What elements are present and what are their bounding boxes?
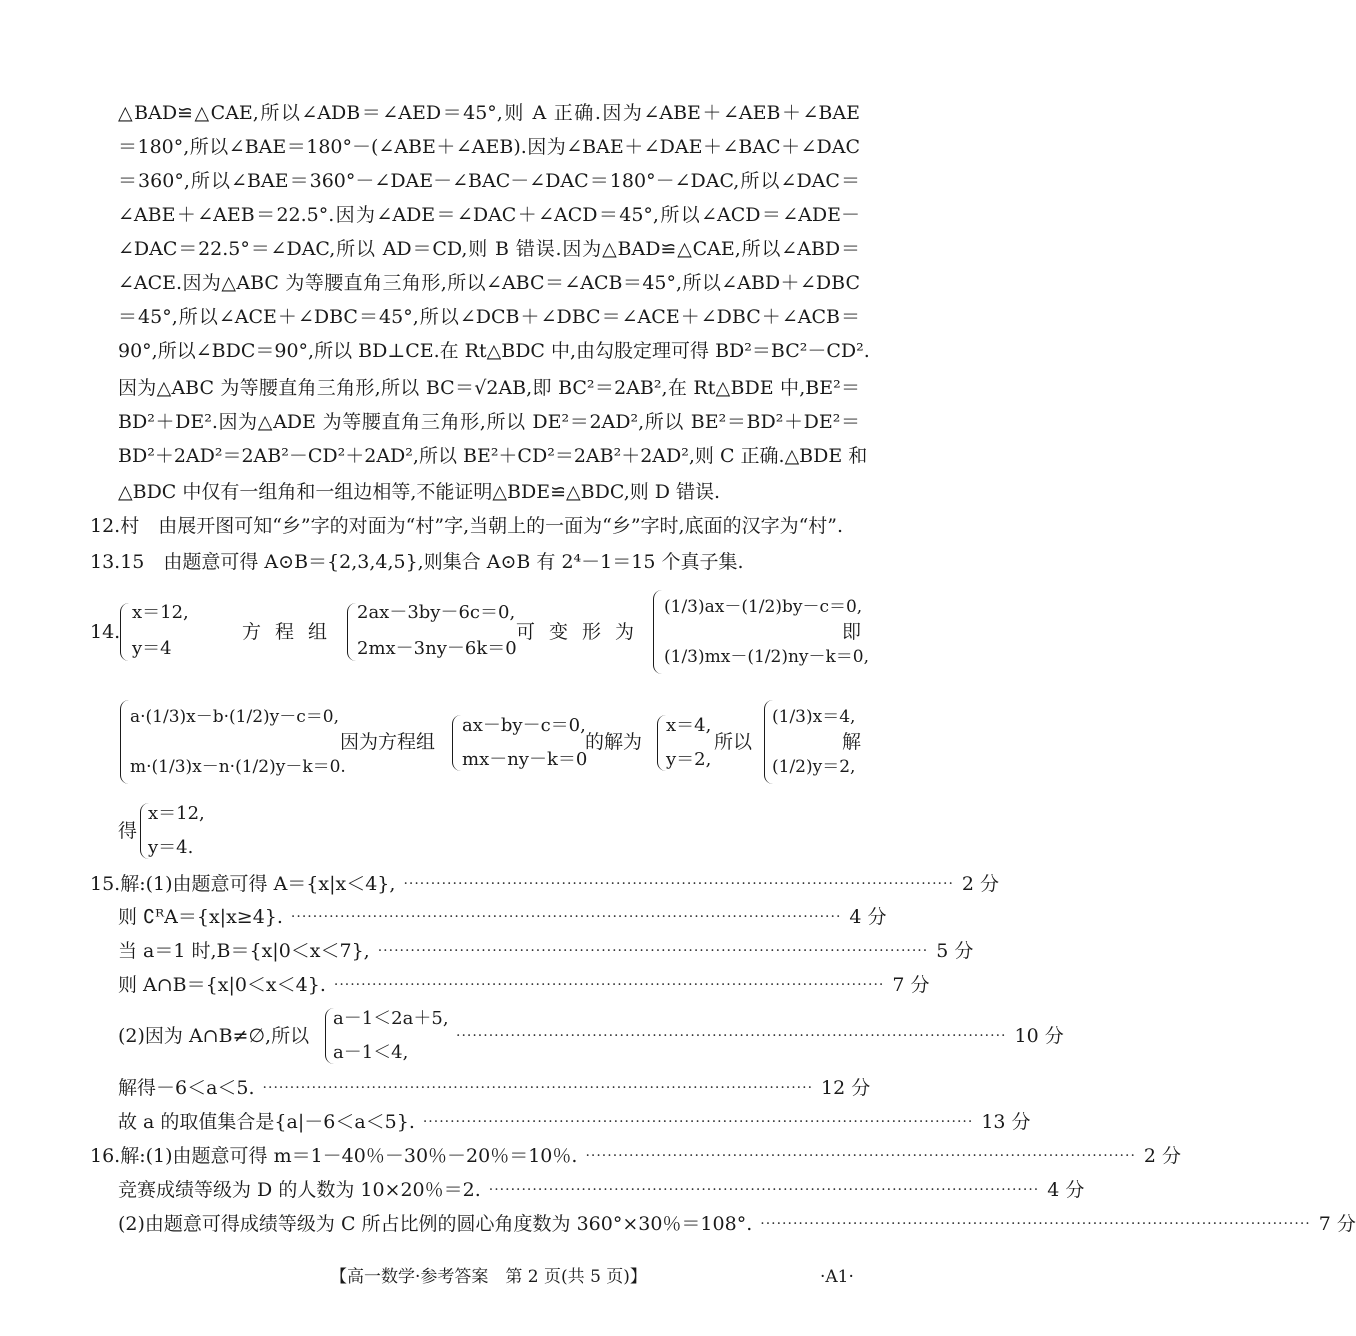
q14-text-solution: 的解为 [585, 731, 643, 753]
q11-line-5: ∠DAC＝22.5°＝∠DAC,所以 AD＝CD,则 B 错误.因为△BAD≌△CAE,所以∠ABD＝ [118, 238, 860, 260]
q16-step-1-text: 16.解:(1)由题意可得 m＝1－40％－30％－20％＝10％. [90, 1145, 578, 1167]
q15-step-3 [118, 934, 974, 968]
q14-text-because: 因为方程组 [340, 731, 436, 753]
q16-step-2 [118, 1173, 1085, 1207]
q15-step-5-ineq2: a－1＜4, [333, 1042, 409, 1063]
q15-step-5-leader: ····································································································· [456, 1028, 1007, 1044]
q15-step-7 [118, 1105, 1031, 1139]
q15-step-6 [118, 1071, 871, 1105]
q16-step-3-text: (2)由题意可得成绩等级为 C 所占比例的圆心角度数为 360°×30％＝108°. [118, 1213, 753, 1235]
q11-line-3: ＝360°,所以∠BAE＝360°－∠DAE－∠BAC－∠DAC＝180°－∠DAC,所以∠DAC＝ [118, 170, 860, 192]
q14-system6-eq1: (1/3)x＝4, [772, 707, 856, 727]
q11-line-4: ∠ABE＋∠AEB＝22.5°.因为∠ADE＝∠DAC＋∠ACD＝45°,所以∠ACD＝∠ADE－ [118, 204, 860, 226]
q14-number: 14. [90, 621, 121, 643]
q14-system2-eq2: (1/3)mx－(1/2)ny－k＝0, [664, 647, 870, 667]
q16-step-3-score: 7 分 [1318, 1213, 1356, 1235]
q14-answer-brace [120, 603, 129, 661]
q11-line-6: ∠ACE.因为△ABC 为等腰直角三角形,所以∠ABC＝∠ACB＝45°,所以∠ABD＋∠DBC [118, 272, 860, 294]
q15-step-2-text: 则 ∁ᴿA＝{x|x≥4}. [118, 906, 283, 928]
q14-text-solve: 解 [842, 731, 862, 753]
q15-step-4-text: 则 A∩B＝{x|0＜x＜4}. [118, 974, 326, 996]
q14-system2-brace [653, 590, 662, 674]
q16-step-1 [90, 1139, 1182, 1173]
q15-step-6-leader: ····································································································· [262, 1080, 814, 1096]
q14-text-get: 得 [118, 820, 138, 842]
q15-step-1-leader: ····································································································· [403, 876, 954, 892]
q15-step-6-score: 12 分 [821, 1077, 871, 1099]
q14-system4-brace [452, 715, 461, 771]
q15-step-5-ineq1: a－1＜2a＋5, [333, 1008, 449, 1029]
q14-system1-eq2: 2mx－3ny－6k＝0 [357, 638, 517, 659]
q14-text-transform: 可变形为 [516, 621, 649, 643]
q11-line-8: 90°,所以∠BDC＝90°,所以 BD⊥CE.在 Rt△BDC 中,由勾股定理可得 BD²＝BC²－CD². [118, 340, 870, 362]
q11-line-7: ＝45°,所以∠ACE＋∠DBC＝45°,所以∠DCB＋∠DBC＝∠ACE＋∠DBC＋∠ACB＝ [118, 306, 860, 328]
q16-step-1-score: 2 分 [1143, 1145, 1182, 1167]
q16-step-1-leader: ····································································································· [585, 1148, 1136, 1164]
q15-step-4-leader: ····································································································· [333, 977, 885, 993]
q14-text-namely: 即 [842, 621, 862, 643]
q15-step-1 [90, 867, 1000, 901]
q14-system4-eq2: mx－ny－k＝0 [462, 749, 588, 770]
q14-system1-eq1: 2ax－3by－6c＝0, [357, 602, 516, 623]
q13-answer: 13.15 由题意可得 A⊙B＝{2,3,4,5},则集合 A⊙B 有 2⁴－1＝15 个真子集. [90, 551, 744, 573]
q16-step-2-leader: ····································································································· [488, 1182, 1040, 1198]
q14-answer-x: x＝12, [132, 602, 189, 623]
q15-step-3-score: 5 分 [936, 940, 974, 962]
q14-system3-eq1: a·(1/3)x－b·(1/2)y－c＝0, [130, 707, 340, 727]
q14-system4-eq1: ax－by－c＝0, [462, 715, 586, 736]
q11-line-2: ＝180°,所以∠BAE＝180°－(∠ABE＋∠AEB).因为∠BAE＋∠DAE＋∠BAC＋∠DAC [118, 136, 860, 158]
q16-step-3 [118, 1207, 1356, 1241]
q15-step-2-score: 4 分 [849, 906, 887, 928]
q15-step-4 [118, 968, 930, 1002]
q11-line-11: BD²＋2AD²＝2AB²－CD²＋2AD²,所以 BE²＋CD²＝2AB²＋2AD²,则 C 正确.△BDE 和 [118, 445, 868, 467]
q11-line-9: 因为△ABC 为等腰直角三角形,所以 BC＝√2AB,即 BC²＝2AB²,在 Rt△BDE 中,BE²＝ [118, 377, 860, 399]
q16-step-3-leader: ····································································································· [760, 1216, 1311, 1232]
q14-system5-brace [657, 715, 666, 771]
footer-version-code: ·A1· [820, 1267, 854, 1287]
q14-system3-eq2: m·(1/3)x－n·(1/2)y－k＝0. [130, 757, 346, 777]
q14-system5-eq1: x＝4, [666, 715, 712, 736]
q14-system5-eq2: y＝2, [666, 749, 712, 770]
q11-line-10: BD²＋DE².因为△ADE 为等腰直角三角形,所以 DE²＝2AD²,所以 BE²＝BD²＋DE²＝ [118, 411, 860, 433]
q14-system1-brace [347, 603, 356, 661]
q15-step-3-leader: ····································································································· [377, 943, 929, 959]
q14-text-so: 所以 [714, 731, 753, 753]
q15-step-5-text: (2)因为 A∩B≠∅,所以 [118, 1025, 310, 1047]
q15-step-7-text: 故 a 的取值集合是{a|－6＜a＜5}. [118, 1111, 415, 1133]
q11-line-12: △BDC 中仅有一组角和一组边相等,不能证明△BDE≌△BDC,则 D 错误. [118, 481, 721, 503]
q15-step-5-score: 10 分 [1014, 1025, 1064, 1047]
q11-line-1: △BAD≌△CAE,所以∠ADB＝∠AED＝45°,则 A 正确.因为∠ABE＋∠AEB＋∠BAE [118, 102, 860, 124]
q14-system6-eq2: (1/2)y＝2, [772, 757, 856, 777]
q15-step-1-text: 15.解:(1)由题意可得 A＝{x|x＜4}, [90, 873, 396, 895]
q15-step-1-score: 2 分 [961, 873, 1000, 895]
q15-step-3-text: 当 a＝1 时,B＝{x|0＜x＜7}, [118, 940, 370, 962]
q14-system2-eq1: (1/3)ax－(1/2)by－c＝0, [664, 597, 863, 617]
q15-step-7-score: 13 分 [981, 1111, 1031, 1133]
q15-step-2-leader: ····································································································· [290, 909, 842, 925]
q14-system7-eq2: y＝4. [148, 837, 194, 858]
q15-step-7-leader: ····································································································· [422, 1114, 974, 1130]
q15-step-2 [118, 900, 887, 934]
q14-system3-brace [120, 700, 129, 784]
q14-system7-eq1: x＝12, [148, 803, 205, 824]
q16-step-2-score: 4 分 [1047, 1179, 1085, 1201]
q12-answer: 12.村 由展开图可知“乡”字的对面为“村”字,当朝上的一面为“乡”字时,底面的汉字为“村”. [90, 515, 844, 537]
footer-page-info: 【高一数学·参考答案 第 2 页(共 5 页)】 [330, 1267, 647, 1287]
page-footer [0, 1262, 950, 1292]
q14-text-system: 方程组 [242, 621, 342, 643]
q15-step-6-text: 解得－6＜a＜5. [118, 1077, 255, 1099]
q15-step-5-score-row [448, 1019, 1064, 1053]
q15-step-4-score: 7 分 [892, 974, 930, 996]
q14-answer-y: y＝4 [132, 638, 172, 659]
q16-step-2-text: 竞赛成绩等级为 D 的人数为 10×20％＝2. [118, 1179, 481, 1201]
